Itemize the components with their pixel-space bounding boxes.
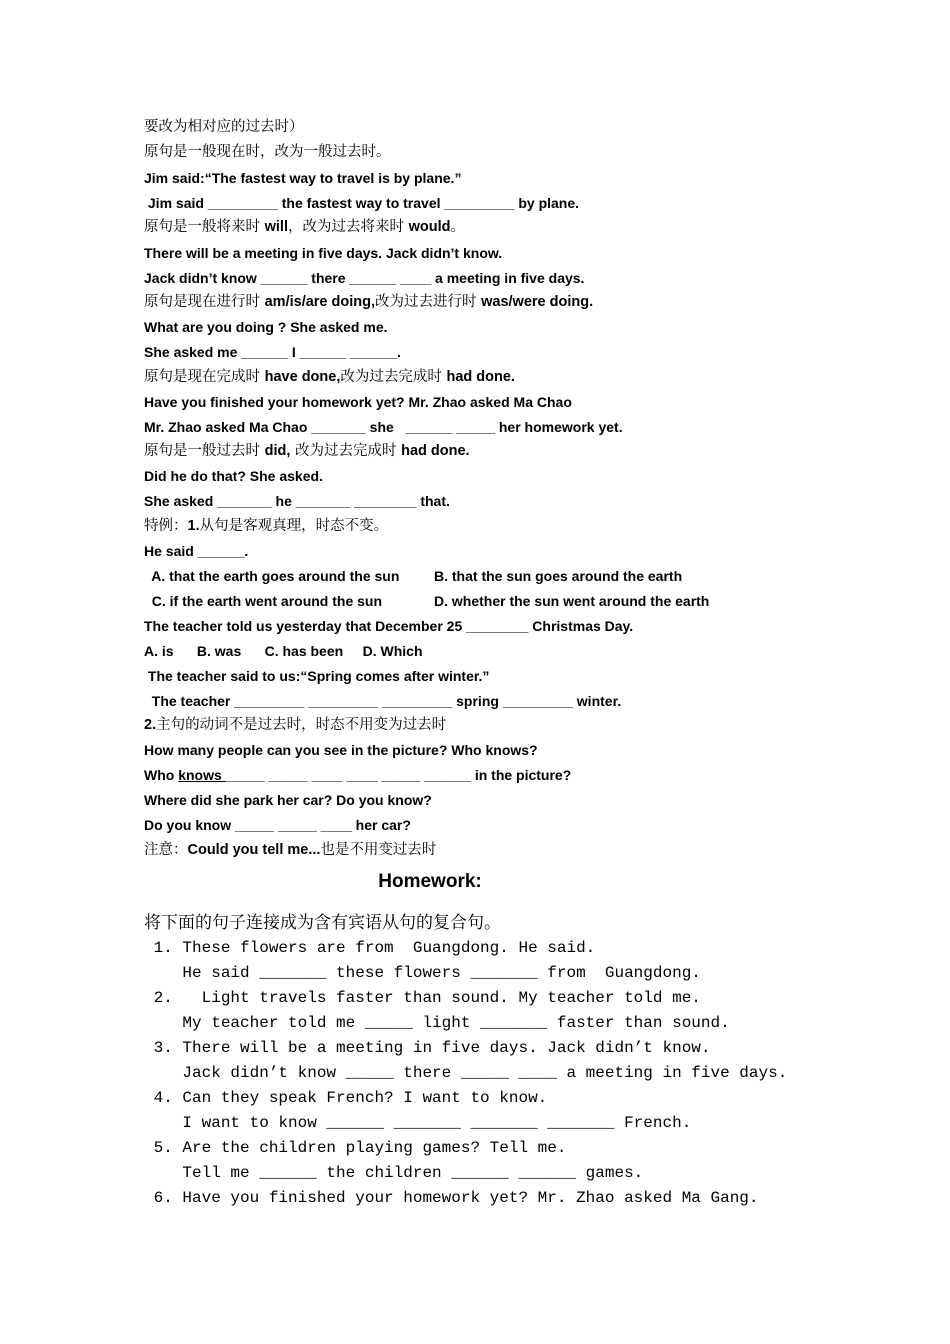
option-line: D. whether the sun went around the earth [434, 593, 710, 609]
homework-instruction: 将下面的句子连接成为含有宾语从句的复合句。 [144, 913, 501, 933]
example-sentence: Where did she park her car? Do you know? [144, 792, 432, 808]
example-answer: Jack didn’t know ______ there ______ ____ a meeting in five days. [144, 270, 585, 286]
example-sentence: Jim said:“The fastest way to travel is by plane.” [144, 170, 462, 186]
question-line: The teacher told us yesterday that December 25 ________ Christmas Day. [144, 618, 634, 634]
homework-answer-line: He said _______ these flowers _______ from Guangdong. [144, 964, 701, 982]
homework-item: 1. These flowers are from Guangdong. He said. [144, 939, 596, 957]
option-line: A. that the earth goes around the sun [144, 568, 400, 584]
example-answer: Jim said _________ the fastest way to travel _________ by plane. [144, 195, 580, 211]
rule-line: 原句是一般将来时 will，改为过去将来时 would。 [144, 219, 465, 235]
homework-answer-line: My teacher told me _____ light _______ faster than sound. [144, 1014, 730, 1032]
text-line: 要改为相对应的过去时） [144, 119, 304, 135]
homework-item: 5. Are the children playing games? Tell me. [144, 1139, 567, 1157]
homework-item: 3. There will be a meeting in five days. Jack didn’t know. [144, 1039, 711, 1057]
example-answer: The teacher _________ _________ _________ spring _________ winter. [144, 693, 622, 709]
rule-line: 原句是一般过去时 did, 改为过去完成时 had done. [144, 443, 470, 459]
rule-line: 原句是现在进行时 am/is/are doing,改为过去进行时 was/were doing. [144, 294, 594, 310]
example-answer: Do you know _____ _____ ____ her car? [144, 817, 411, 833]
option-line: C. if the earth went around the sun [144, 593, 383, 609]
homework-title: Homework: [378, 871, 482, 892]
example-answer: Who knows _____ _____ ____ ____ _____ ______ in the picture? [144, 767, 572, 783]
rule-line: 2.主句的动词不是过去时，时态不用变为过去时 [144, 717, 447, 733]
homework-item: 2. Light travels faster than sound. My teacher told me. [144, 989, 701, 1007]
rule-line: 特例：1.从句是客观真理，时态不变。 [144, 518, 389, 534]
example-sentence: Have you finished your homework yet? Mr. Zhao asked Ma Chao [144, 394, 572, 410]
homework-answer-line: I want to know ______ _______ _______ _______ French. [144, 1114, 692, 1132]
option-line: B. that the sun goes around the earth [434, 568, 683, 584]
homework-answer-line: Jack didn’t know _____ there _____ ____ a meeting in five days. [144, 1064, 788, 1082]
question-line: He said ______. [144, 543, 249, 559]
text-line: 原句是一般现在时，改为一般过去时。 [144, 144, 391, 160]
homework-item: 4. Can they speak French? I want to know. [144, 1089, 548, 1107]
example-answer: She asked _______ he _______ ________ that. [144, 493, 450, 509]
homework-item: 6. Have you finished your homework yet? Mr. Zhao asked Ma Gang. [144, 1189, 759, 1207]
example-sentence: What are you doing ? She asked me. [144, 319, 388, 335]
example-answer: She asked me ______ I ______ ______. [144, 344, 401, 360]
example-sentence: There will be a meeting in five days. Jack didn’t know. [144, 245, 503, 261]
option-line: A. is B. was C. has been D. Which [144, 643, 423, 659]
example-sentence: The teacher said to us:“Spring comes after winter.” [144, 668, 490, 684]
example-sentence: Did he do that? She asked. [144, 468, 323, 484]
example-answer: Mr. Zhao asked Ma Chao _______ she ______ _____ her homework yet. [144, 419, 623, 435]
example-sentence: How many people can you see in the picture? Who knows? [144, 742, 538, 758]
rule-line: 原句是现在完成时 have done,改为过去完成时 had done. [144, 369, 515, 385]
homework-answer-line: Tell me ______ the children ______ ______ games. [144, 1164, 644, 1182]
note-line: 注意：Could you tell me...也是不用变过去时 [144, 842, 437, 858]
